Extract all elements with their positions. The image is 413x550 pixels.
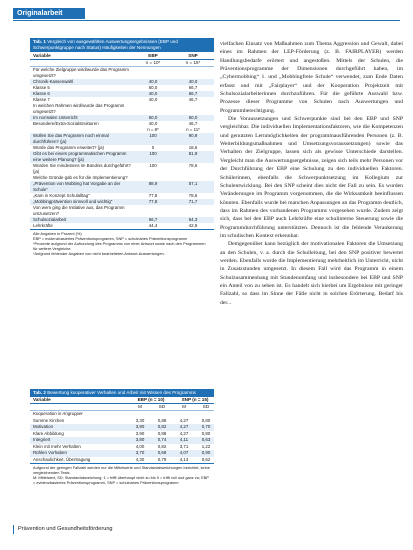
row-label: Besondere/Extra-Sozialstrukturen: [33, 121, 99, 127]
cell-ebp: 0: [151, 145, 155, 151]
cell-snp: 71,7: [188, 199, 198, 205]
cell-snp: n = 11*: [186, 127, 200, 133]
cell-ebp: 88,9: [148, 181, 158, 187]
table-2-subheader-row: [30, 404, 214, 411]
cell-snp: 81,9: [188, 151, 198, 157]
row-label: In welchen Rahmen wird/wurde das Programm umgesetzt?: [33, 103, 125, 115]
table-2-caption-text: Bewertung kooperativer Verhalten und Arbeit mit Wissen des Programms: [47, 390, 196, 395]
row-label: Chronik-Kassenwahl: [33, 79, 74, 85]
row-label: Motivation: [33, 424, 54, 430]
cell-ebp-m: 4,00: [135, 443, 145, 449]
row-label: Welche Gründe gab es für die Implementierung?: [33, 175, 128, 181]
table-1-caption: [30, 38, 214, 52]
table-1: [30, 38, 214, 256]
cell-ebp: 60,0: [148, 85, 158, 91]
table-2-sub-sd: SD: [158, 404, 166, 410]
cell-ebp-m: 3,90: [135, 424, 145, 430]
row-label: Im normalen Unterricht: [33, 115, 78, 121]
article-type-label: Originalarbeit: [13, 8, 85, 19]
row-label: Würden Sie mindestens im Bündnis durchgeführt? (ja): [33, 163, 131, 175]
table-2-col-ebp: EBP (n = 10): [137, 397, 165, 403]
cell-snp: 90,9: [188, 133, 198, 139]
cell-snp: [173, 67, 213, 79]
cell-ebp-m: 3,80: [135, 437, 145, 443]
table-1-body: [30, 67, 214, 229]
table-2-sub-blank: [30, 404, 129, 410]
table-2-body: [30, 418, 214, 464]
row-label: „Kam in Konzept Schulalltag“: [33, 193, 90, 199]
row-label: Von wem ging die Initiative aus, das Programm umzusetzen?: [33, 205, 125, 217]
table-1-n-ebp: n = 10*: [145, 60, 161, 66]
journal-name: Prävention und Gesundheitsförderung: [18, 526, 113, 532]
cell-snp: 66,7: [188, 85, 198, 91]
body-paragraph: Die Voraussetzungen und Schwerpunkte sind bei den EBP und SNP vergleichbar. Die individuellen Implementationsfaktoren, wie die Kompetenzen und genutzten Lernmöglichkeiten der programmausführenden Personen (z. B. Weiterbildungsmaßnahmen und Umsetzungsvoraussetzungen) sowie das Verhalten der Zielgruppe, lassen sich als gewisse Unterschiede darstellen. Vergleicht man die Auswertungsergebnisse, zeigen sich teils mehr Personen vor der Durchführung der EBP eine Schulung zu den individuellen Faktoren. Schülerinnen, ebenfalls die Schwerpunktsetzung im Kollegium zur Schulentwicklung. Bei den SNP scheint dies nicht der Fall zu sein. Es wurden Veränderungen im Programm vorgenommen, die die Wirksamkeit beeinflussen könnten. Ebenfalls wurde bei manchen Anpassungen an das Programm deutlich, dass im Rahmen des vorhandenen Programms vorgesehen wurde. Zudem zeigt sich, dass bei den EBP auch Lehrkräfte eine schulinterne Steuerung sowie die Programmdurchführung unterstützten. Dennoch ist die fehlende Verankerung im schulischen Kontext erkennbar.: [220, 116, 403, 239]
body-paragraph: Demgegenüber kann bezüglich der motivationalen Faktoren die Umsetzung an den Schulen, v. a. durch die Schulleitung, bei den SNP positiver bewertet werden. Ebenfalls wurde die Implementierung mehrheitlich im Unterricht, nicht in Zusatzstunden umgesetzt. In diesem Fall wird das Programm in einem Schulzusammenhang mit Stundenumfang und insbesondere bei EBP und SNP ein Anteil von zu sehen ist. Es handelt sich hierbei um Ergebnisse mit geringer Fallzahl, so dass im Sinne der Fälle nicht in solchen Erörterung. Bedarf bis der...: [220, 241, 403, 306]
cell-ebp-m: 4,30: [135, 456, 145, 462]
cell-ebp: 40,0: [148, 91, 158, 97]
row-label: Klasse 7: [33, 97, 50, 103]
cell-ebp-m: 3,70: [135, 450, 145, 456]
table-row: [30, 205, 214, 217]
cell-snp-sd: 0,90: [201, 450, 211, 456]
cell-ebp: 40,0: [148, 121, 158, 127]
row-label: Würde das Programm erweitert? (ja): [33, 145, 105, 151]
cell-ebp: 44,4: [148, 223, 158, 229]
row-label: Klare Abbildung: [33, 430, 64, 436]
table-row: [30, 223, 214, 229]
body-paragraph: vielfachen Einsatz von Maßnahmen zum Thema Aggression und Gewalt, dabei eines im Rahmen der LEP-Förderung (z. B. FAIRPLAYER) werden Handlungsbedarfe erörtert und angestoßen. Mittels der Schulen, die Präventionsprogramme der Dimensionen durchgeführt haben, im „Cybermobbing“ 1. und „Mobbingfreie Schule“ verwendet, zum Ende Daten erfasst und mit „Fairplayer“ und der Kooperation Projektzeit mit Schulsozialarbeiterinnen durchzuführen. Für die geführte Auswahl bzw. Prozesse dieser Programme von Schulen nach Auswertungen und Programmberechtigung.: [220, 41, 403, 114]
cell-ebp: 60,0: [148, 115, 158, 121]
cell-ebp-sd: 0,88: [157, 417, 167, 423]
row-label: Klasse 5: [33, 85, 50, 91]
cell-ebp: 77,8: [148, 193, 158, 199]
cell-snp: 60,0: [188, 115, 198, 121]
cell-snp: 78,6: [188, 163, 198, 169]
cell-snp: 46,7: [188, 121, 198, 127]
cell-snp-sd: 0,62: [201, 456, 211, 462]
cell-snp: [173, 205, 213, 217]
cell-ebp-sd: 0,74: [157, 437, 167, 443]
header-rule: [13, 20, 400, 21]
cell-snp-sd: 0,63: [201, 437, 211, 443]
table-1-header-row: [30, 52, 214, 60]
table-1-n-snp: n = 15*: [185, 60, 201, 66]
table-2-caption: [30, 389, 214, 397]
cell-ebp: [133, 205, 173, 217]
cell-snp: 78,6: [188, 193, 198, 199]
table-1-col-snp: SNP: [188, 53, 198, 59]
body-text-column: [220, 40, 403, 307]
row-label: Für welche Zielgruppe wird/wurde das Programm umgesetzt?: [33, 67, 129, 79]
cell-ebp: [133, 67, 173, 79]
table-1-caption-label: Tab. 1: [33, 39, 46, 44]
table-row: [30, 133, 214, 145]
cell-snp-m: 4,13: [179, 456, 189, 462]
cell-snp-sd: 1,22: [201, 443, 211, 449]
row-label: Rühlen Vorhaben: [33, 450, 67, 456]
table-2-col-snp: SNP (n = 15): [181, 397, 209, 403]
table-2: [30, 389, 214, 485]
cell-snp-m: 4,27: [179, 430, 189, 436]
cell-snp: 66,7: [188, 91, 198, 97]
table-1-notes: [30, 229, 214, 256]
cell-snp: 40,0: [188, 79, 198, 85]
row-label: Anschaulichkeit, Übertragung: [33, 456, 91, 462]
cell-snp: 46,7: [188, 97, 198, 103]
cell-snp-m: 4,27: [179, 417, 189, 423]
table-1-note: *Prozente aufgrund der Aufrundung des Programms von einer Antwort sowie nach den Programmen für weitere Vergleiche.: [33, 241, 206, 252]
table-2-col-variable: Variable: [33, 397, 51, 403]
row-label: Klasse 6: [33, 91, 50, 97]
cell-snp: [173, 103, 213, 115]
cell-ebp-sd: 0,68: [157, 450, 167, 456]
table-1-n-row: [30, 60, 214, 67]
cell-snp-m: 4,27: [179, 424, 189, 430]
table-row: [30, 457, 214, 464]
table-row: [30, 163, 214, 175]
cell-snp: 18,6: [188, 145, 198, 151]
footer-rule: [13, 525, 14, 534]
row-label: Summe Kirchen: [33, 417, 65, 423]
cell-snp: 42,9: [188, 223, 198, 229]
table-row: [30, 151, 214, 163]
cell-snp-m: 3,71: [179, 443, 189, 449]
cell-ebp: 40,0: [148, 79, 158, 85]
row-label: Schulsozialarbeit: [33, 217, 67, 223]
table-1-col-ebp: EBP: [148, 53, 158, 59]
table-2-note: Aufgrund der geringen Fallzahl werden nur die Mittelwerte und Standardabweichungen berichtet, keine vergleichenden Tests.: [33, 465, 210, 476]
table-2-sub-m: M: [182, 404, 186, 410]
cell-ebp-m: 3,90: [135, 430, 145, 436]
cell-snp-sd: 0,70: [201, 424, 211, 430]
cell-snp: 57,1: [188, 181, 198, 187]
row-label: Klein mit mehr Verhalten: [33, 443, 81, 449]
table-2-sub-sd: SD: [202, 404, 210, 410]
table-1-col-variable: Variable: [33, 53, 51, 59]
cell-ebp: 66,7: [148, 217, 158, 223]
cell-ebp: n = 8*: [147, 127, 159, 133]
cell-ebp: 100: [149, 163, 157, 169]
table-1-caption-text: Vergleich von ausgewählten Auswertungsergebnissen (EBP und Schwerpunktgruppe nach Status) Häufigkeiten der Nennungen: [33, 39, 178, 51]
cell-ebp-sd: 0,82: [157, 443, 167, 449]
cell-snp-sd: 0,80: [201, 430, 211, 436]
table-1-note: Alle Angaben in Prozent (%): [33, 231, 82, 237]
table-1-note: *Aufgrund fehlender Angaben von nicht bearbeiteten Antwort-Auswertungen.: [33, 251, 165, 257]
row-label: Integriert: [33, 437, 51, 443]
cell-snp: 64,3: [188, 217, 198, 223]
row-label: Gibt es bei einem programmatischen Programm eine weitere Planung? (ja): [33, 151, 127, 163]
cell-ebp: 100: [149, 151, 157, 157]
row-label: „Mobbingprävention sinnvoll und wichtig“: [33, 199, 113, 205]
cell-ebp: 40,0: [148, 97, 158, 103]
table-2-notes: [30, 463, 214, 485]
table-2-section-label: Kooperation in Angrupper: [33, 411, 83, 417]
table-2-sub-m: M: [138, 404, 142, 410]
row-label: „Prävention von Mobbing hat Vorgabe an der Schule“: [33, 181, 121, 193]
cell-ebp: 100: [149, 133, 157, 139]
cell-ebp-sd: 0,79: [157, 456, 167, 462]
table-2-note: M: Mittelwert, SD: Standardabweichung; 1 = trifft überhaupt nicht zu bis 5 = trifft voll und ganz zu; EBP = evidenzbasiertes Präventionsprogramm, SNP = schulnahes Präventionsprogramm: [33, 475, 209, 486]
cell-ebp: 77,8: [148, 199, 158, 205]
cell-ebp: [133, 103, 173, 115]
table-1-n-label: [30, 60, 133, 66]
table-row: [30, 103, 214, 115]
cell-ebp-sd: 0,88: [157, 430, 167, 436]
table-row: [30, 67, 214, 79]
row-label: Lehrkräfte: [33, 223, 53, 229]
cell-snp-m: 4,11: [179, 437, 189, 443]
table-2-header-row: [30, 397, 214, 404]
table-1-note: EBP = evidenzbasiertes Präventionsprogramm, SNP = schulnahes Präventionsprogramm: [33, 236, 188, 242]
cell-snp-m: 4,07: [179, 450, 189, 456]
cell-ebp-m: 3,30: [135, 417, 145, 423]
table-2-caption-label: Tab. 2: [33, 390, 46, 395]
table-row: [30, 181, 214, 193]
cell-snp-sd: 0,80: [201, 417, 211, 423]
row-label: Wollen Sie das Programm noch einmal durchführen? (ja): [33, 133, 109, 145]
cell-ebp-sd: 0,82: [157, 424, 167, 430]
